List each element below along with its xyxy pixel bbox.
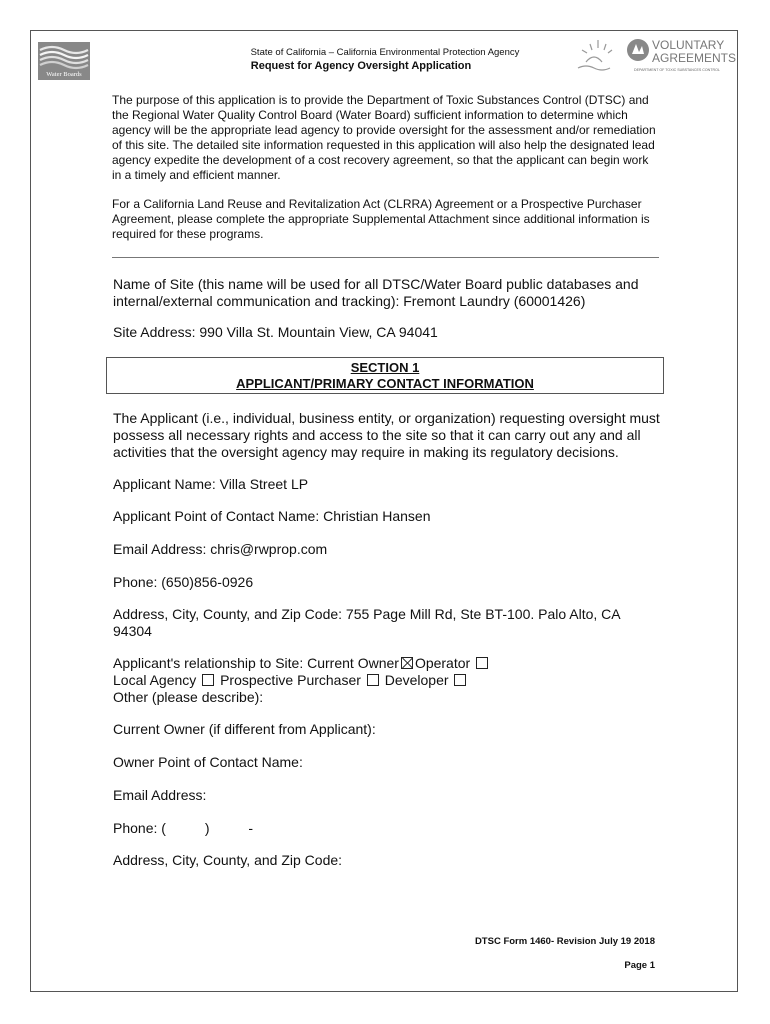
intro-paragraph-2: For a California Land Reuse and Revitalization Act (CLRRA) Agreement or a Prospective Purchaser Agreement, please complete the appropriate Supplemental Attachment since additional information is required for these programs. xyxy=(112,197,650,241)
owner-email-line: Email Address: xyxy=(113,787,207,803)
operator-label: Operator xyxy=(414,655,471,671)
relationship-row-1 xyxy=(113,655,673,672)
prospective-purchaser-checkbox[interactable] xyxy=(367,674,379,686)
logo-title-2: AGREEMENTS xyxy=(652,51,737,65)
current-owner-line: Current Owner (if different from Applicant): xyxy=(113,721,376,737)
owner-address-line: Address, City, County, and Zip Code: xyxy=(113,852,343,868)
applicant-name: Applicant Name: Villa Street LP xyxy=(113,476,309,492)
developer-label: Developer xyxy=(384,672,449,688)
agency-line: State of California – California Environmental Protection Agency xyxy=(250,47,520,58)
relationship-other: Other (please describe): xyxy=(113,689,264,705)
page-number: Page 1 xyxy=(624,960,655,971)
intro-paragraph-1: The purpose of this application is to provide the Department of Toxic Substances Control (DTSC) and the Regional Water Quality Control Board (Water Board) sufficient information to determine which agency will be the appropriate lead agency to provide oversight for the assessment and/or remediation of this site. The detailed site information requested in this application will also help the designated lead agency expedite the development of a cost recovery agreement, so that the applicant can begin work in a timely and efficient manner. xyxy=(112,93,656,182)
applicant-description: The Applicant (i.e., individual, business entity, or organization) requesting oversight must possess all necessary rights and access to the site so that it can carry out any and all activities that the oversight agency may require in making its regulatory decisions. xyxy=(113,410,660,460)
site-name: Name of Site (this name will be used for all DTSC/Water Board public databases and internal/external communication and tracking): Fremont Laundry (60001426) xyxy=(113,276,639,309)
developer-checkbox[interactable] xyxy=(454,674,466,686)
applicant-email: Email Address: chris@rwprop.com xyxy=(113,541,328,557)
logo-title-1: VOLUNTARY xyxy=(652,38,725,52)
current-owner-label: Current Owner xyxy=(307,655,399,671)
owner-contact-line: Owner Point of Contact Name: xyxy=(113,754,303,770)
form-title: Request for Agency Oversight Application xyxy=(250,60,472,72)
logo-sub: DEPARTMENT OF TOXIC SUBSTANCES CONTROL xyxy=(634,68,720,72)
applicant-contact: Applicant Point of Contact Name: Christian Hansen xyxy=(113,508,431,524)
prospective-purchaser-label: Prospective Purchaser xyxy=(220,672,361,688)
divider xyxy=(112,257,659,258)
relationship-prefix: Applicant's relationship to Site: xyxy=(113,655,308,671)
applicant-phone: Phone: (650)856-0926 xyxy=(113,574,254,590)
operator-checkbox[interactable] xyxy=(476,657,488,669)
site-address: Site Address: 990 Villa St. Mountain View, CA 94041 xyxy=(113,324,438,340)
applicant-address: Address, City, County, and Zip Code: 755 Page Mill Rd, Ste BT-100. Palo Alto, CA 94304 xyxy=(113,606,620,639)
local-agency-checkbox[interactable] xyxy=(202,674,214,686)
form-id: DTSC Form 1460- Revision July 19 2018 xyxy=(474,936,655,947)
owner-phone-line: Phone: ( ) - xyxy=(113,820,254,836)
water-boards-logo-text: Water Boards xyxy=(46,71,82,78)
local-agency-label: Local Agency xyxy=(113,672,197,688)
section-1-header xyxy=(106,357,664,394)
voluntary-agreements-logo xyxy=(574,34,737,76)
current-owner-checkbox[interactable] xyxy=(401,657,413,669)
section-title: SECTION 1 xyxy=(350,360,420,375)
section-subtitle: APPLICANT/PRIMARY CONTACT INFORMATION xyxy=(236,376,534,391)
relationship-row-2 xyxy=(113,672,673,689)
